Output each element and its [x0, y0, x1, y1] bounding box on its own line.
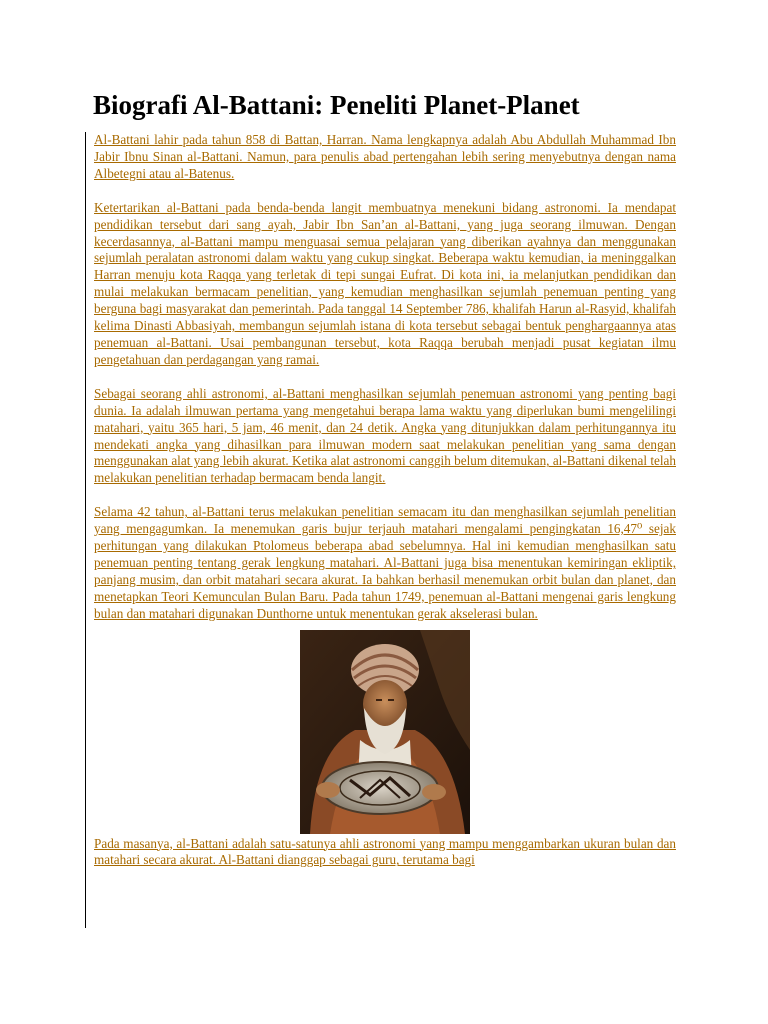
paragraph-3[interactable]: Sebagai seorang ahli astronomi, al-Battani menghasilkan sejumlah penemuan astronomi yang penting bagi dunia. Ia adalah ilmuwan pertama yang mengetahui berapa lama waktu yang diperlukan bumi mengelilingi matahari, yaitu 365 hari, 5 jam, 46 menit, dan 24 detik. Angka yang ditunjukkan dalam perhitungannya itu mendekati angka yang dihasilkan para ilmuwan modern saat melakukan penelitian yang sama dengan menggunakan alat yang lebih akurat. Ketika alat astronomi canggih belum ditemukan, al-Battani dikenal telah melakukan penelitian terhadap bermacam benda langit.	[94, 385, 676, 486]
paragraph-5[interactable]: Pada masanya, al-Battani adalah satu-satunya ahli astronomi yang mampu menggambarkan ukuran bulan dan matahari secara akurat. Al-Battani dianggap sebagai guru, terutama bagi	[94, 835, 676, 868]
portrait-figure	[86, 630, 676, 834]
al-battani-portrait-image	[300, 630, 470, 834]
paragraph-4[interactable]: Selama 42 tahun, al-Battani terus melakukan penelitian semacam itu dan menghasilkan sejumlah penelitian yang mengagumkan. Ia menemukan garis bujur terjauh matahari mengalami pengingkatan 16,47⁰ sejak perhitungan yang dilakukan Ptolomeus beberapa abad sebelumnya. Hal ini kemudian menghasilkan satu penemuan penting tentang gerak lengkung matahari. Al-Battani juga bisa menentukan kemiringan ekliptik, panjang musim, dan orbit matahari secara akurat. Ia bahkan berhasil menemukan orbit bulan dan planet, dan menetapkan Teori Kemunculan Bulan Baru. Pada tahun 1749, penemuan al-Battani mengenai garis lengkung bulan dan matahari digunakan Dunthorne untuk menentukan gerak akselerasi bulan.	[94, 504, 676, 621]
page-title: Biografi Al-Battani: Peneliti Planet-Planet	[93, 90, 580, 120]
article-body	[85, 132, 676, 928]
paragraph-1[interactable]: Al-Battani lahir pada tahun 858 di Battan, Harran. Nama lengkapnya adalah Abu Abdullah Muhammad Ibn Jabir Ibnu Sinan al-Battani. Namun, para penulis abad pertengahan lebih sering menyebutnya dengan nama Albetegni atau al-Batenus.	[94, 132, 676, 181]
paragraph-2[interactable]: Ketertarikan al-Battani pada benda-benda langit membuatnya menekuni bidang astronomi. Ia mendapat pendidikan tersebut dari sang ayah, Jabir Ibn San’an al-Battani, yang juga seorang ilmuwan. Dengan kecerdasannya, al-Battani mampu menguasai semua pelajaran yang diberikan ayahnya dan menggunakan sejumlah peralatan astronomi dalam waktu yang cukup singkat. Beberapa waktu kemudian, ia meninggalkan Harran menuju kota Raqqa yang terletak di tepi sungai Eufrat. Di kota ini, ia melanjutkan pendidikan dan mulai melakukan bermacam penelitian, yang kemudian menghasilkan sejumlah penemuan penting yang berguna bagi masyarakat dan pemerintah. Pada tanggal 14 September 786, khalifah Harun al-Rasyid, khalifah kelima Dinasti Abbasiyah, membangun sejumlah istana di kota tersebut sebagai bentuk penghargaannya atas penemuan al-Battani. Usai pembangunan tersebut, kota Raqqa berubah menjadi pusat kegiatan ilmu pengetahuan dan perdagangan yang ramai.	[94, 199, 676, 367]
